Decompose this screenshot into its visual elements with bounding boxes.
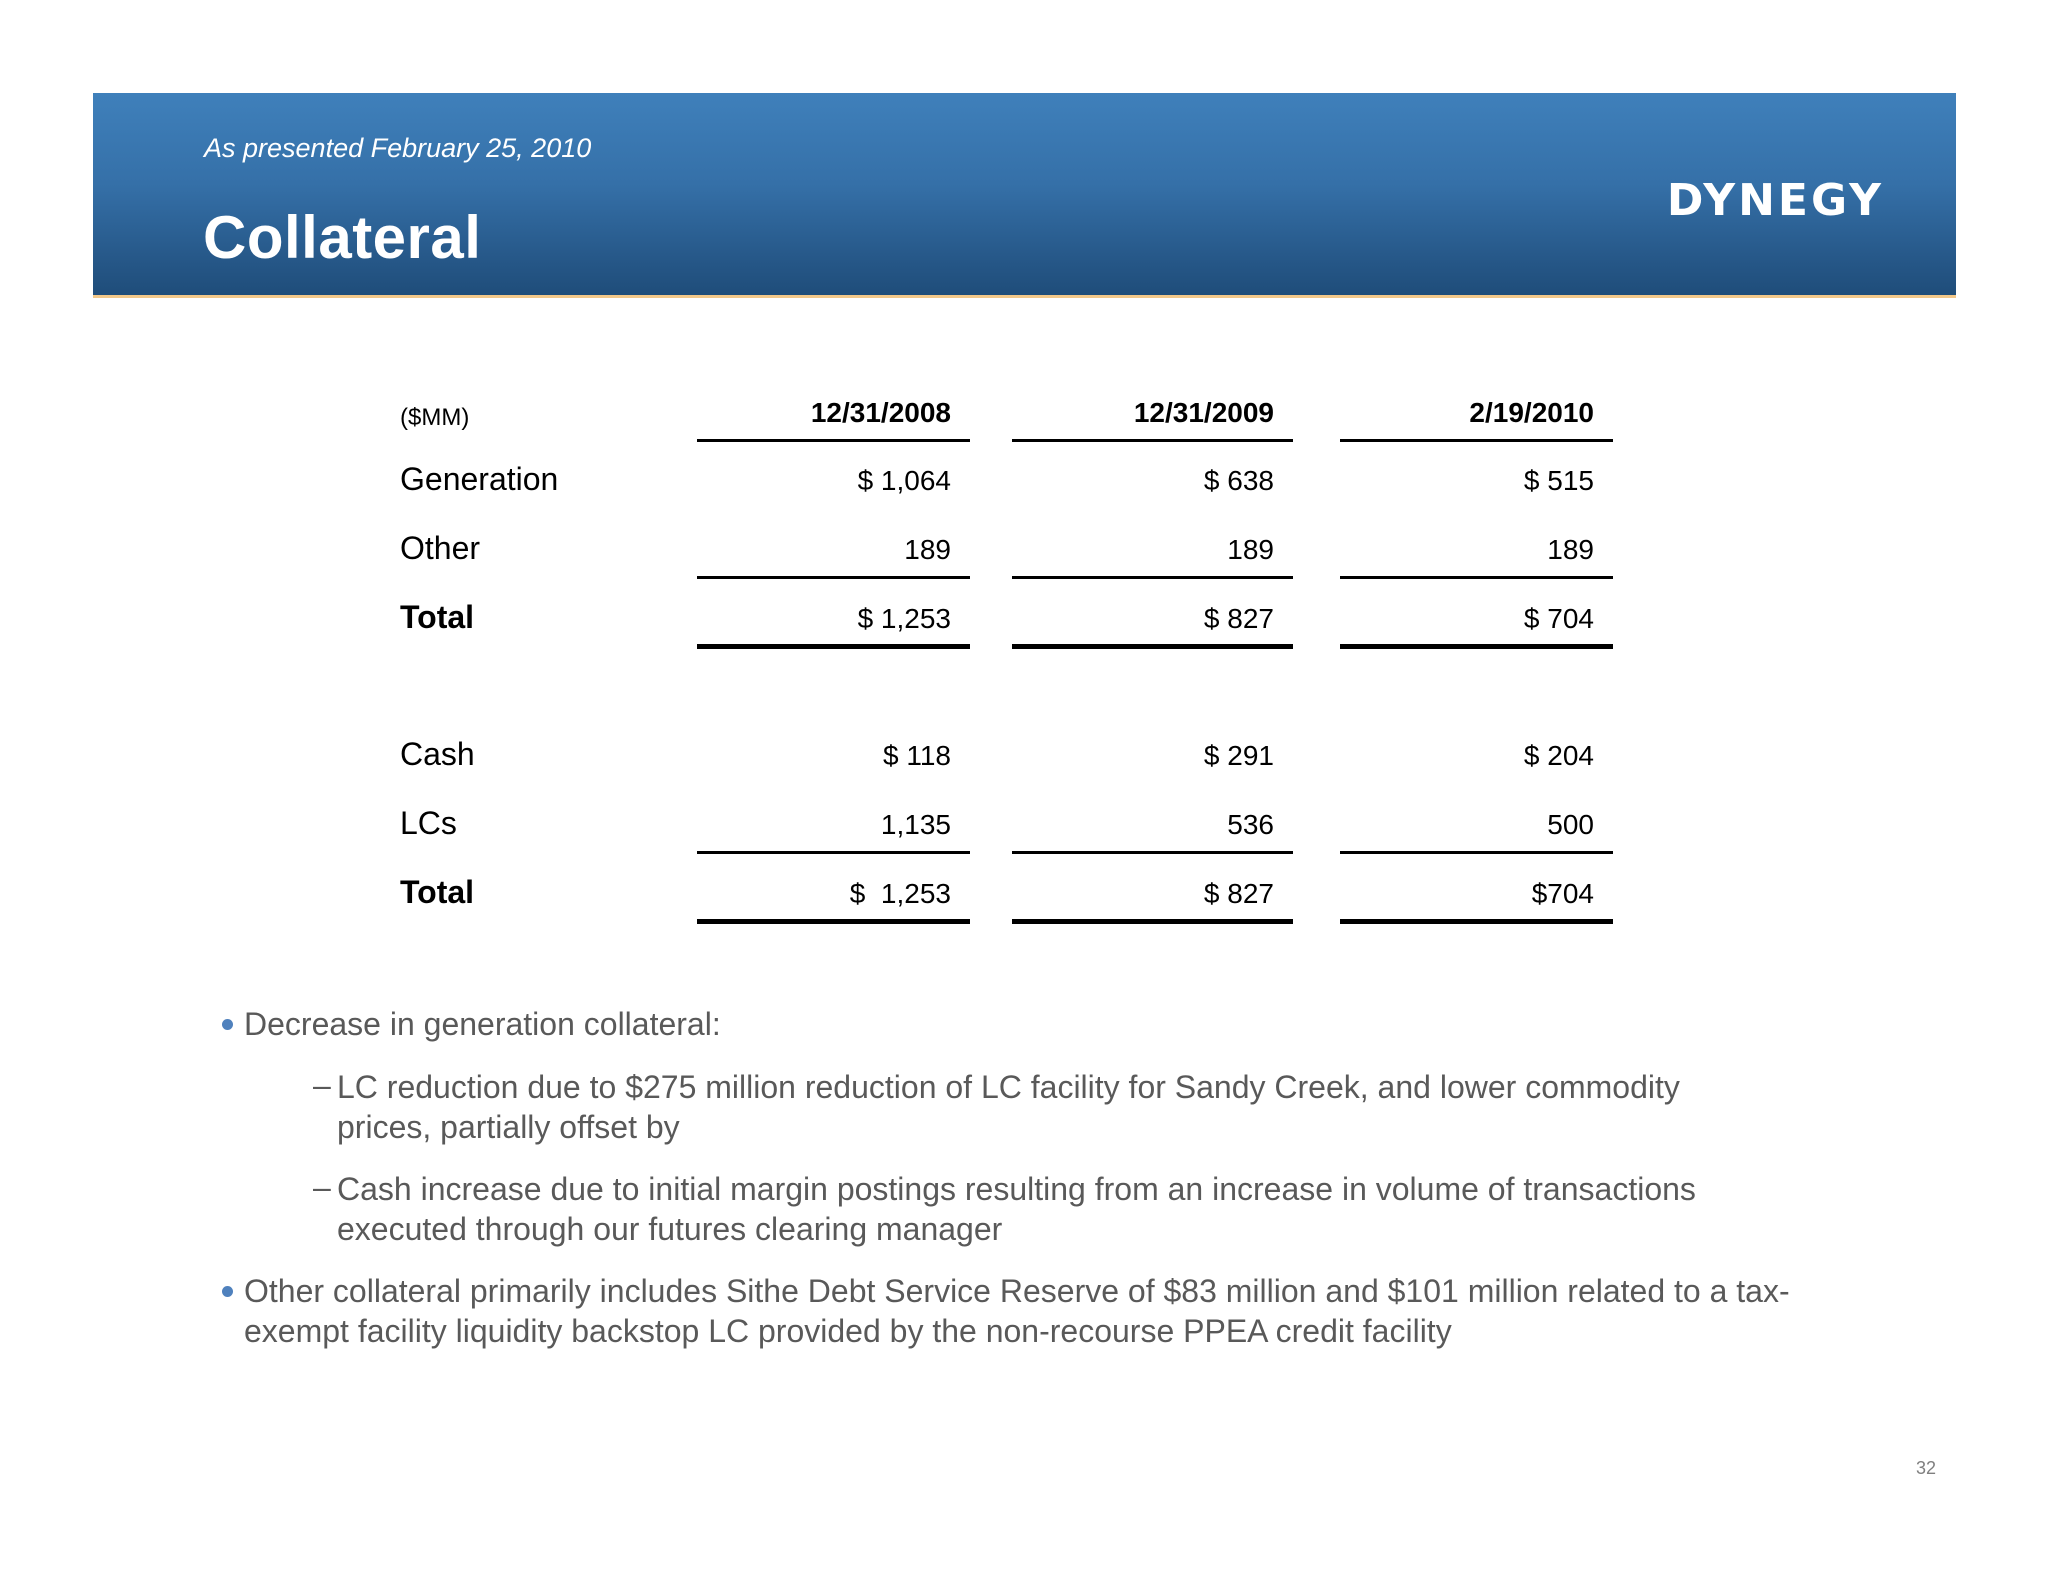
table-cell: $704 [1531, 878, 1594, 909]
page-number: 32 [1915, 1458, 1936, 1478]
table-cell: 189 [904, 534, 951, 565]
table-cell: 189 [1227, 534, 1274, 565]
dash-marker: – [313, 1169, 331, 1205]
subtotal-rule [697, 576, 970, 579]
table-cell: 536 [1227, 809, 1274, 840]
total-rule [1340, 644, 1613, 649]
page-title: Collateral [203, 204, 482, 271]
table-cell: 1,135 [880, 809, 951, 840]
table-cell: $ 118 [883, 740, 951, 771]
subtotal-rule [1340, 851, 1613, 854]
table-cell: $ 1,064 [857, 465, 951, 496]
row-label-generation: Generation [400, 461, 559, 497]
subtotal-rule [1012, 851, 1293, 854]
sub-bullet-lc-reduction: LC reduction due to $275 million reduction of LC facility for Sandy Creek, and lower commodity prices, partially offset by [337, 1069, 1680, 1145]
sub-bullet-cash-increase: Cash increase due to initial margin postings resulting from an increase in volume of transactions executed through our futures clearing manager [337, 1171, 1696, 1247]
dynegy-logo: DYNEGY [1666, 175, 1884, 226]
total-rule [1340, 919, 1613, 924]
table-cell: 500 [1547, 809, 1594, 840]
table-cell: $ 1,253 [849, 878, 951, 909]
table-cell: $ 291 [1203, 740, 1274, 771]
subtotal-rule [1012, 576, 1293, 579]
bullet-dot [222, 1286, 233, 1297]
table-cell: 189 [1547, 534, 1594, 565]
presentation-date: As presented February 25, 2010 [204, 133, 592, 163]
total-rule [697, 644, 970, 649]
total-rule [1012, 644, 1293, 649]
row-label-cash: Cash [400, 736, 475, 772]
dash-marker: – [313, 1067, 331, 1103]
header-rule [697, 439, 970, 442]
table-cell: $ 1,253 [857, 603, 951, 634]
table-cell: $ 638 [1203, 465, 1274, 496]
header-rule [1012, 439, 1293, 442]
column-header-2010: 2/19/2010 [1469, 397, 1594, 428]
bullet-dot [222, 1019, 233, 1030]
title-banner [93, 93, 1956, 298]
unit-label: ($MM) [400, 404, 470, 431]
table-cell: $ 704 [1523, 603, 1594, 634]
column-header-2008: 12/31/2008 [810, 397, 951, 428]
table-cell: $ 827 [1203, 878, 1274, 909]
bullet-other-collateral: Other collateral primarily includes Sithe Debt Service Reserve of $83 million and $101 million related to a tax-exempt facility liquidity backstop LC provided by the non-recourse PPEA credit facility [244, 1273, 1790, 1349]
row-label-total: Total [400, 599, 475, 635]
row-label-other: Other [400, 530, 481, 566]
subtotal-rule [697, 851, 970, 854]
total-rule [1012, 919, 1293, 924]
row-label-total: Total [400, 874, 475, 910]
column-header-2009: 12/31/2009 [1133, 397, 1274, 428]
table-cell: $ 827 [1203, 603, 1274, 634]
table-cell: $ 204 [1523, 740, 1594, 771]
subtotal-rule [1340, 576, 1613, 579]
header-rule [1340, 439, 1613, 442]
table-cell: $ 515 [1523, 465, 1594, 496]
total-rule [697, 919, 970, 924]
bullet-generation-decrease: Decrease in generation collateral: [244, 1006, 721, 1042]
row-label-lcs: LCs [400, 805, 457, 841]
